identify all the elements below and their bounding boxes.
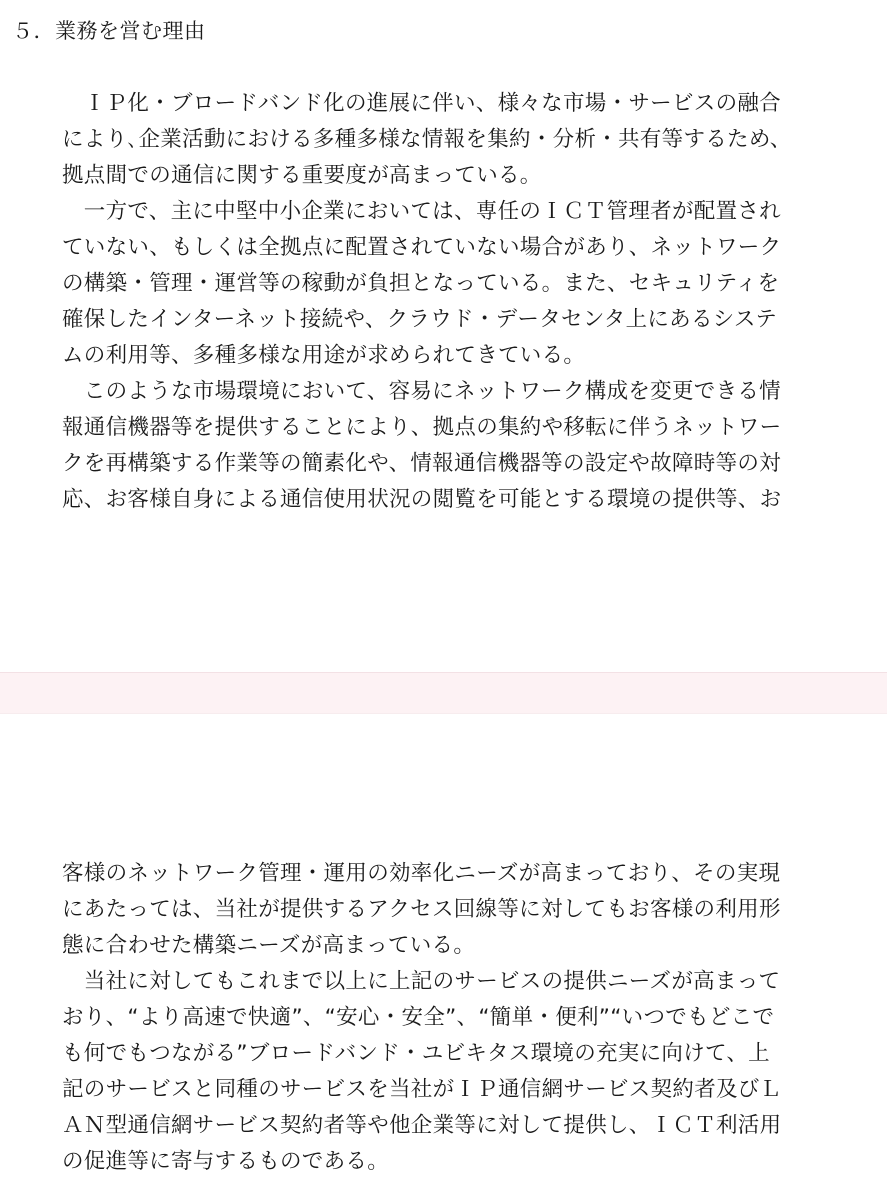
paragraph-line: 報通信機器等を提供することにより、拠点の集約や移転に伴うネットワー	[62, 415, 782, 440]
paragraph-line: により､企業活動における多種多様な情報を集約・分析・共有等するため、	[62, 127, 792, 152]
paragraph-line: クを再構築する作業等の簡素化や、情報通信機器等の設定や故障時等の対	[62, 451, 781, 476]
paragraph-line: 拠点間での通信に関する重要度が高まっている。	[62, 163, 542, 188]
paragraph-line: ＡＮ型通信網サービス契約者等や他企業等に対して提供し、ＩＣＴ利活用	[62, 1113, 782, 1138]
paragraph-line: 客様のネットワーク管理・運用の効率化ニーズが高まっており、その実現	[62, 861, 781, 886]
paragraph-line: 確保したインターネット接続や、クラウド・データセンタ上にあるシステ	[62, 307, 778, 332]
paragraph-line: おり、“より高速で快適”、“安心・安全”、“簡単・便利”“いつでもどこで	[62, 1005, 775, 1030]
paragraph-line: の促進等に寄与するものである。	[62, 1149, 390, 1174]
paragraph-line: も何でもつながる”ブロードバンド・ユビキタス環境の充実に向けて、上	[62, 1041, 770, 1066]
paragraph-line: ムの利用等、多種多様な用途が求められてきている。	[62, 343, 586, 368]
paragraph-line: ていない、もしくは全拠点に配置されていない場合があり、ネットワーク	[62, 235, 782, 260]
section-heading: ５．業務を営む理由	[12, 19, 206, 43]
paragraph-line: ＩＰ化・ブロードバンド化の進展に伴い、様々な市場・サービスの融合	[62, 91, 781, 116]
paragraph-line: 一方で、主に中堅中小企業においては、専任のＩＣＴ管理者が配置され	[62, 199, 781, 224]
paragraph-line: の構築・管理・運営等の稼動が負担となっている。また、セキュリティを	[62, 271, 780, 296]
paragraph-line: 応、お客様自身による通信使用状況の閲覧を可能とする環境の提供等、お	[62, 487, 782, 512]
paragraph-line: にあたっては、当社が提供するアクセス回線等に対してもお客様の利用形	[62, 897, 781, 922]
page-break-divider	[0, 672, 887, 714]
paragraph-line: 当社に対してもこれまで以上に上記のサービスの提供ニーズが高まって	[62, 969, 781, 994]
paragraph-line: 態に合わせた構築ニーズが高まっている。	[62, 933, 476, 958]
paragraph-line: 記のサービスと同種のサービスを当社がＩＰ通信網サービス契約者及びＬ	[62, 1077, 782, 1102]
paragraph-line: このような市場環境において、容易にネットワーク構成を変更できる情	[62, 379, 781, 404]
page-bottom	[0, 714, 887, 1200]
